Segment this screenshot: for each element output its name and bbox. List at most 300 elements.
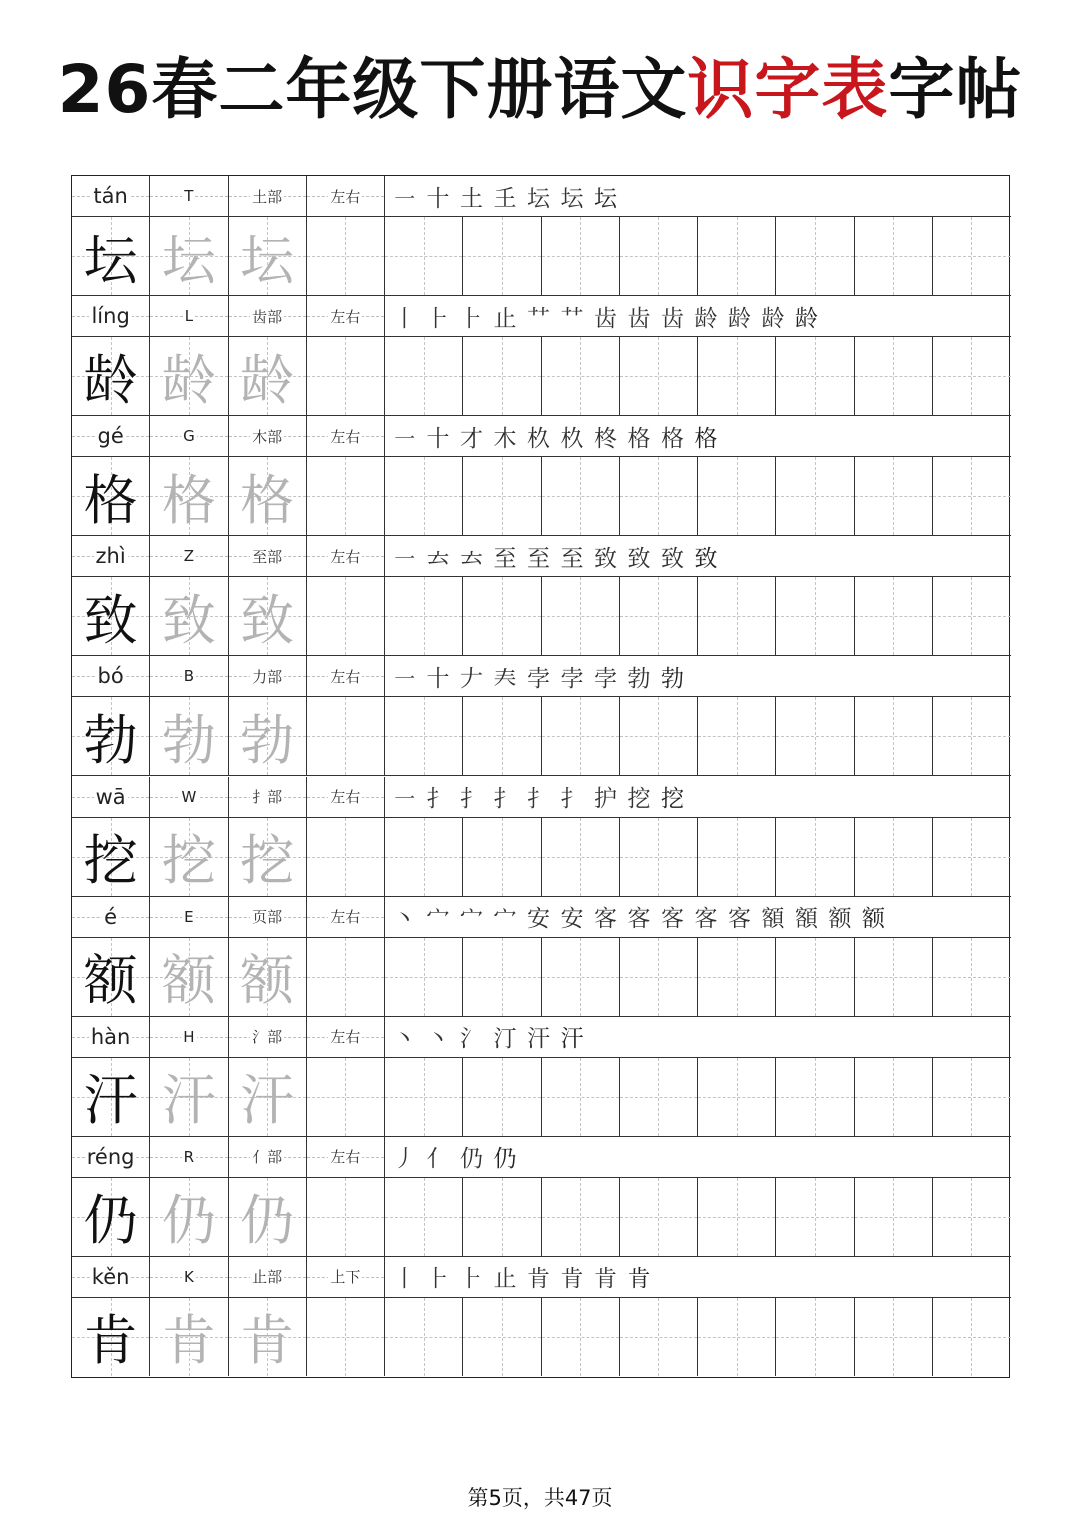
tracing-box [150, 337, 228, 415]
tracing-character: 肯 [161, 1309, 216, 1373]
initial-letter-cell [150, 1257, 228, 1297]
practice-box [542, 337, 620, 415]
radical-cell [229, 1017, 307, 1057]
structure-cell-text: 左右 [330, 547, 361, 566]
practice-box [776, 1298, 854, 1376]
stroke-step: 至 [560, 545, 584, 572]
pinyin-cell [72, 176, 150, 216]
stroke-step: ⺊ [426, 1266, 450, 1293]
practice-box [698, 1178, 776, 1256]
title-highlight: 识字表 [687, 51, 889, 128]
radical-cell [229, 536, 307, 576]
initial-letter-cell-text: K [183, 1267, 194, 1286]
practice-box [933, 217, 1011, 295]
model-character-box [72, 818, 150, 896]
model-character: 龄 [83, 348, 138, 412]
practice-box [307, 697, 385, 775]
stroke-step: 扌 [527, 786, 550, 812]
initial-letter-cell-text: G [183, 427, 195, 446]
info-row [72, 416, 1011, 457]
pinyin-cell [72, 1257, 150, 1297]
model-character: 格 [83, 468, 138, 532]
stroke-step: 格 [627, 425, 651, 452]
pinyin-cell-text: bó [97, 664, 124, 689]
structure-cell-text: 上下 [330, 1268, 361, 1287]
stroke-step: 致 [627, 545, 651, 572]
stroke-step: 客 [627, 906, 651, 933]
practice-box [620, 217, 698, 295]
writing-row [72, 1058, 1011, 1137]
practice-box [385, 457, 463, 535]
model-character: 挖 [83, 829, 138, 892]
stroke-order [385, 1137, 1011, 1177]
stroke-step: 氵 [460, 1026, 483, 1053]
radical-cell [229, 416, 307, 456]
stroke-step: 汀 [493, 1026, 517, 1053]
practice-box [463, 1178, 541, 1256]
structure-cell-text: 左右 [330, 667, 361, 686]
practice-box [620, 697, 698, 775]
stroke-step: 齿 [594, 305, 617, 332]
stroke-step: 坛 [594, 185, 617, 212]
practice-box [776, 697, 854, 775]
stroke-step: 木 [493, 425, 517, 452]
tracing-box [150, 577, 228, 655]
tracing-character: 龄 [240, 348, 295, 412]
stroke-step: 致 [661, 545, 684, 572]
radical-cell-text: 扌部 [252, 788, 283, 806]
initial-letter-cell [150, 1137, 228, 1177]
title-part-1: 26春二年级下册语文 [57, 51, 688, 128]
structure-cell [307, 416, 385, 456]
stroke-step: 至 [527, 545, 550, 572]
practice-box [385, 577, 463, 655]
tracing-character: 额 [240, 949, 295, 1013]
stroke-step: 肯 [594, 1266, 617, 1293]
structure-cell-text: 左右 [330, 187, 361, 206]
stroke-step: 格 [661, 425, 684, 452]
practice-box [776, 938, 854, 1016]
practice-box [620, 1178, 698, 1256]
stroke-step: 肯 [527, 1266, 550, 1293]
stroke-order [385, 536, 1011, 576]
tracing-character: 仍 [161, 1189, 216, 1253]
practice-box [463, 337, 541, 415]
tracing-box [229, 337, 307, 415]
tracing-character: 仍 [240, 1189, 295, 1253]
structure-cell [307, 1137, 385, 1177]
tracing-character: 汗 [240, 1069, 295, 1133]
practice-box [776, 577, 854, 655]
info-row [72, 1257, 1011, 1298]
stroke-step: 客 [694, 906, 718, 933]
practice-box [933, 1178, 1011, 1256]
model-character-box [72, 697, 150, 775]
tracing-character: 坛 [161, 228, 216, 292]
stroke-step: 杦 [560, 425, 584, 452]
radical-cell [229, 1257, 307, 1297]
stroke-step: 汗 [527, 1026, 550, 1053]
practice-box [385, 818, 463, 896]
structure-cell-text: 左右 [330, 908, 361, 927]
page-title [0, 50, 1080, 130]
pinyin-cell [72, 1017, 150, 1057]
stroke-step: ⺊ [460, 1266, 483, 1293]
practice-box [698, 818, 776, 896]
tracing-box [229, 1178, 307, 1256]
practice-box [698, 337, 776, 415]
stroke-step: 丶 [393, 906, 416, 933]
radical-cell [229, 176, 307, 216]
tracing-character: 额 [161, 949, 216, 1013]
tracing-character: 汗 [161, 1069, 216, 1133]
stroke-step: 勃 [627, 665, 651, 692]
stroke-step: 安 [527, 906, 550, 933]
stroke-step: 坛 [560, 185, 584, 212]
practice-box [855, 217, 933, 295]
stroke-step: 仍 [460, 1146, 483, 1173]
writing-row [72, 577, 1011, 656]
radical-cell [229, 897, 307, 937]
initial-letter-cell-text: L [184, 307, 194, 326]
info-row [72, 1017, 1011, 1058]
practice-box [463, 217, 541, 295]
pinyin-cell-text: líng [91, 304, 130, 329]
structure-cell-text: 左右 [330, 307, 361, 326]
initial-letter-cell [150, 296, 228, 336]
model-character-box [72, 457, 150, 535]
structure-cell [307, 176, 385, 216]
practice-box [463, 457, 541, 535]
practice-box [698, 1058, 776, 1136]
structure-cell-text: 左右 [330, 788, 361, 806]
info-row [72, 656, 1011, 697]
practice-box [542, 697, 620, 775]
practice-box [385, 697, 463, 775]
practice-box [855, 337, 933, 415]
practice-box [933, 697, 1011, 775]
stroke-step: 孛 [594, 665, 617, 692]
stroke-step: 安 [560, 906, 584, 933]
stroke-step: 坛 [527, 185, 550, 212]
radical-cell-text: 木部 [252, 427, 283, 446]
practice-box [698, 217, 776, 295]
tracing-character: 格 [240, 468, 295, 532]
stroke-step: 肯 [627, 1266, 651, 1293]
practice-box [463, 818, 541, 896]
practice-box [385, 217, 463, 295]
model-character: 汗 [83, 1069, 138, 1133]
structure-cell [307, 897, 385, 937]
pinyin-cell [72, 296, 150, 336]
practice-box [542, 818, 620, 896]
stroke-step: ⺿ [527, 305, 550, 332]
model-character-box [72, 1178, 150, 1256]
practice-box [307, 818, 385, 896]
stroke-step: 齿 [661, 305, 684, 332]
tracing-box [229, 1298, 307, 1376]
stroke-step: 挖 [627, 786, 651, 812]
practice-box [855, 1058, 933, 1136]
model-character-box [72, 577, 150, 655]
stroke-step: 杦 [527, 425, 550, 452]
practice-box [776, 1058, 854, 1136]
info-row [72, 897, 1011, 938]
initial-letter-cell-text: R [183, 1147, 195, 1166]
practice-box [620, 577, 698, 655]
tracing-character: 致 [161, 588, 216, 652]
practice-box [385, 1178, 463, 1256]
tracing-character: 勃 [161, 708, 216, 772]
pinyin-cell-text: tán [93, 184, 128, 208]
tracing-character: 挖 [240, 829, 295, 892]
tracing-box [150, 697, 228, 775]
stroke-step: 丶 [426, 1026, 450, 1053]
radical-cell [229, 296, 307, 336]
stroke-step: 𠫓 [426, 545, 450, 572]
tracing-box [150, 818, 228, 896]
initial-letter-cell [150, 536, 228, 576]
tracing-box [150, 938, 228, 1016]
model-character: 肯 [83, 1309, 138, 1373]
stroke-step: 额 [862, 906, 885, 933]
practice-box [933, 577, 1011, 655]
practice-box [698, 1298, 776, 1376]
practice-box [855, 1298, 933, 1376]
pinyin-cell [72, 777, 150, 817]
stroke-step: 十 [426, 185, 450, 212]
tracing-box [229, 1058, 307, 1136]
stroke-step: ㇐ [393, 545, 416, 572]
radical-cell [229, 1137, 307, 1177]
stroke-step: 止 [493, 1266, 517, 1293]
stroke-step: 𠂇 [460, 665, 483, 692]
structure-cell [307, 777, 385, 817]
stroke-step: 龄 [694, 305, 718, 332]
tracing-box [229, 457, 307, 535]
stroke-step: 扌 [426, 786, 450, 812]
stroke-step: 客 [728, 906, 751, 933]
pinyin-cell-text: kěn [91, 1264, 130, 1289]
initial-letter-cell [150, 176, 228, 216]
practice-box [542, 577, 620, 655]
practice-box [620, 457, 698, 535]
practice-box [463, 1058, 541, 1136]
practice-box [307, 337, 385, 415]
model-character-box [72, 1298, 150, 1376]
tracing-box [150, 1178, 228, 1256]
initial-letter-cell [150, 777, 228, 817]
practice-box [698, 457, 776, 535]
stroke-step: 扌 [560, 786, 584, 812]
stroke-order [385, 296, 1011, 336]
stroke-step: 柊 [594, 425, 617, 452]
structure-cell [307, 536, 385, 576]
stroke-step: 龄 [728, 305, 751, 332]
stroke-step: 宀 [460, 906, 483, 933]
model-character: 仍 [83, 1189, 138, 1253]
initial-letter-cell [150, 897, 228, 937]
writing-row [72, 337, 1011, 416]
stroke-step: ㇐ [393, 786, 416, 812]
practice-box [463, 1298, 541, 1376]
radical-cell [229, 777, 307, 817]
practice-box [542, 1178, 620, 1256]
stroke-step: 丿 [393, 1146, 416, 1173]
title-part-3: 字帖 [888, 51, 1023, 128]
writing-row [72, 217, 1011, 296]
info-row [72, 176, 1011, 217]
stroke-step: 十 [426, 425, 450, 452]
tracing-character: 致 [240, 588, 295, 652]
initial-letter-cell-text: T [184, 187, 194, 205]
stroke-step: 宀 [493, 906, 517, 933]
writing-row [72, 1298, 1011, 1377]
practice-box [933, 337, 1011, 415]
practice-box [620, 337, 698, 415]
practice-box [385, 938, 463, 1016]
pinyin-cell [72, 897, 150, 937]
radical-cell-text: 亻部 [252, 1148, 283, 1167]
tracing-box [150, 1298, 228, 1376]
stroke-step: ㇐ [393, 665, 416, 692]
stroke-step: ⺿ [560, 305, 584, 332]
tracing-box [229, 217, 307, 295]
stroke-step: ㇐ [393, 425, 416, 452]
stroke-step: 才 [460, 425, 483, 452]
stroke-step: 额 [828, 906, 852, 933]
model-character: 致 [83, 588, 138, 652]
stroke-order [385, 176, 1011, 216]
tracing-character: 挖 [161, 829, 216, 892]
practice-box [463, 577, 541, 655]
practice-box [776, 457, 854, 535]
info-row [72, 1137, 1011, 1178]
tracing-character: 格 [161, 468, 216, 532]
practice-box [620, 818, 698, 896]
tracing-character: 肯 [240, 1309, 295, 1373]
structure-cell [307, 1017, 385, 1057]
stroke-step: 額 [761, 906, 785, 933]
practice-box [307, 938, 385, 1016]
pinyin-cell [72, 536, 150, 576]
practice-box [307, 1058, 385, 1136]
stroke-step: 客 [661, 906, 684, 933]
stroke-step: 龄 [761, 305, 785, 332]
radical-cell-text: 至部 [252, 547, 283, 566]
practice-box [933, 938, 1011, 1016]
pinyin-cell [72, 416, 150, 456]
practice-box [542, 457, 620, 535]
practice-box [542, 938, 620, 1016]
practice-box [620, 1298, 698, 1376]
tracing-box [150, 217, 228, 295]
practice-box [463, 938, 541, 1016]
stroke-step: 𡈼 [493, 185, 517, 212]
stroke-step: 丨 [393, 305, 416, 332]
radical-cell [229, 656, 307, 696]
model-character-box [72, 938, 150, 1016]
practice-box [933, 1298, 1011, 1376]
practice-box [776, 818, 854, 896]
stroke-step: 致 [594, 545, 617, 572]
tracing-box [229, 577, 307, 655]
practice-box [620, 1058, 698, 1136]
radical-cell-text: 止部 [252, 1268, 283, 1287]
practice-box [855, 577, 933, 655]
practice-box [698, 577, 776, 655]
info-row [72, 536, 1011, 577]
stroke-order [385, 777, 1011, 817]
stroke-step: 汗 [560, 1026, 584, 1053]
pinyin-cell-text: hàn [90, 1024, 131, 1049]
stroke-step: 勃 [661, 665, 684, 692]
stroke-step: 扌 [460, 786, 483, 812]
stroke-step: 齿 [627, 305, 651, 332]
practice-box [463, 697, 541, 775]
tracing-box [150, 457, 228, 535]
stroke-step: 龄 [795, 305, 818, 332]
practice-box [307, 1298, 385, 1376]
practice-box [855, 1178, 933, 1256]
practice-box [855, 697, 933, 775]
tracing-character: 龄 [161, 348, 216, 412]
model-character-box [72, 217, 150, 295]
stroke-step: 土 [460, 185, 483, 212]
stroke-order [385, 1017, 1011, 1057]
practice-box [933, 818, 1011, 896]
stroke-step: 至 [493, 545, 517, 572]
model-character-box [72, 1058, 150, 1136]
initial-letter-cell [150, 416, 228, 456]
radical-cell-text: 力部 [252, 667, 283, 686]
practice-box [385, 337, 463, 415]
tracing-box [229, 818, 307, 896]
writing-row [72, 818, 1011, 897]
stroke-step: 丨 [393, 1266, 416, 1293]
practice-box [307, 217, 385, 295]
stroke-step: 十 [426, 665, 450, 692]
tracing-box [229, 938, 307, 1016]
stroke-step: 額 [795, 906, 818, 933]
stroke-step: 挖 [661, 786, 684, 812]
info-row [72, 777, 1011, 818]
pinyin-cell-text: gé [97, 424, 124, 449]
structure-cell [307, 296, 385, 336]
model-character-box [72, 337, 150, 415]
pinyin-cell-text: réng [86, 1144, 135, 1169]
stroke-order [385, 1257, 1011, 1297]
stroke-step: ⺊ [426, 305, 450, 332]
writing-row [72, 1178, 1011, 1257]
stroke-step: 𡗗 [493, 665, 517, 692]
writing-row [72, 938, 1011, 1017]
stroke-step: 扌 [493, 786, 517, 812]
stroke-step: 亻 [426, 1146, 450, 1173]
practice-box [933, 1058, 1011, 1136]
practice-box [776, 337, 854, 415]
structure-cell-text: 左右 [330, 1148, 361, 1167]
stroke-step: ⺊ [460, 305, 483, 332]
writing-row [72, 697, 1011, 776]
stroke-step: 孛 [560, 665, 584, 692]
stroke-step: 致 [694, 545, 718, 572]
practice-box [307, 457, 385, 535]
page-footer: 第5页，共47页 [467, 1486, 613, 1510]
stroke-step: 仍 [493, 1146, 517, 1173]
writing-row [72, 457, 1011, 536]
stroke-step: 孛 [527, 665, 550, 692]
